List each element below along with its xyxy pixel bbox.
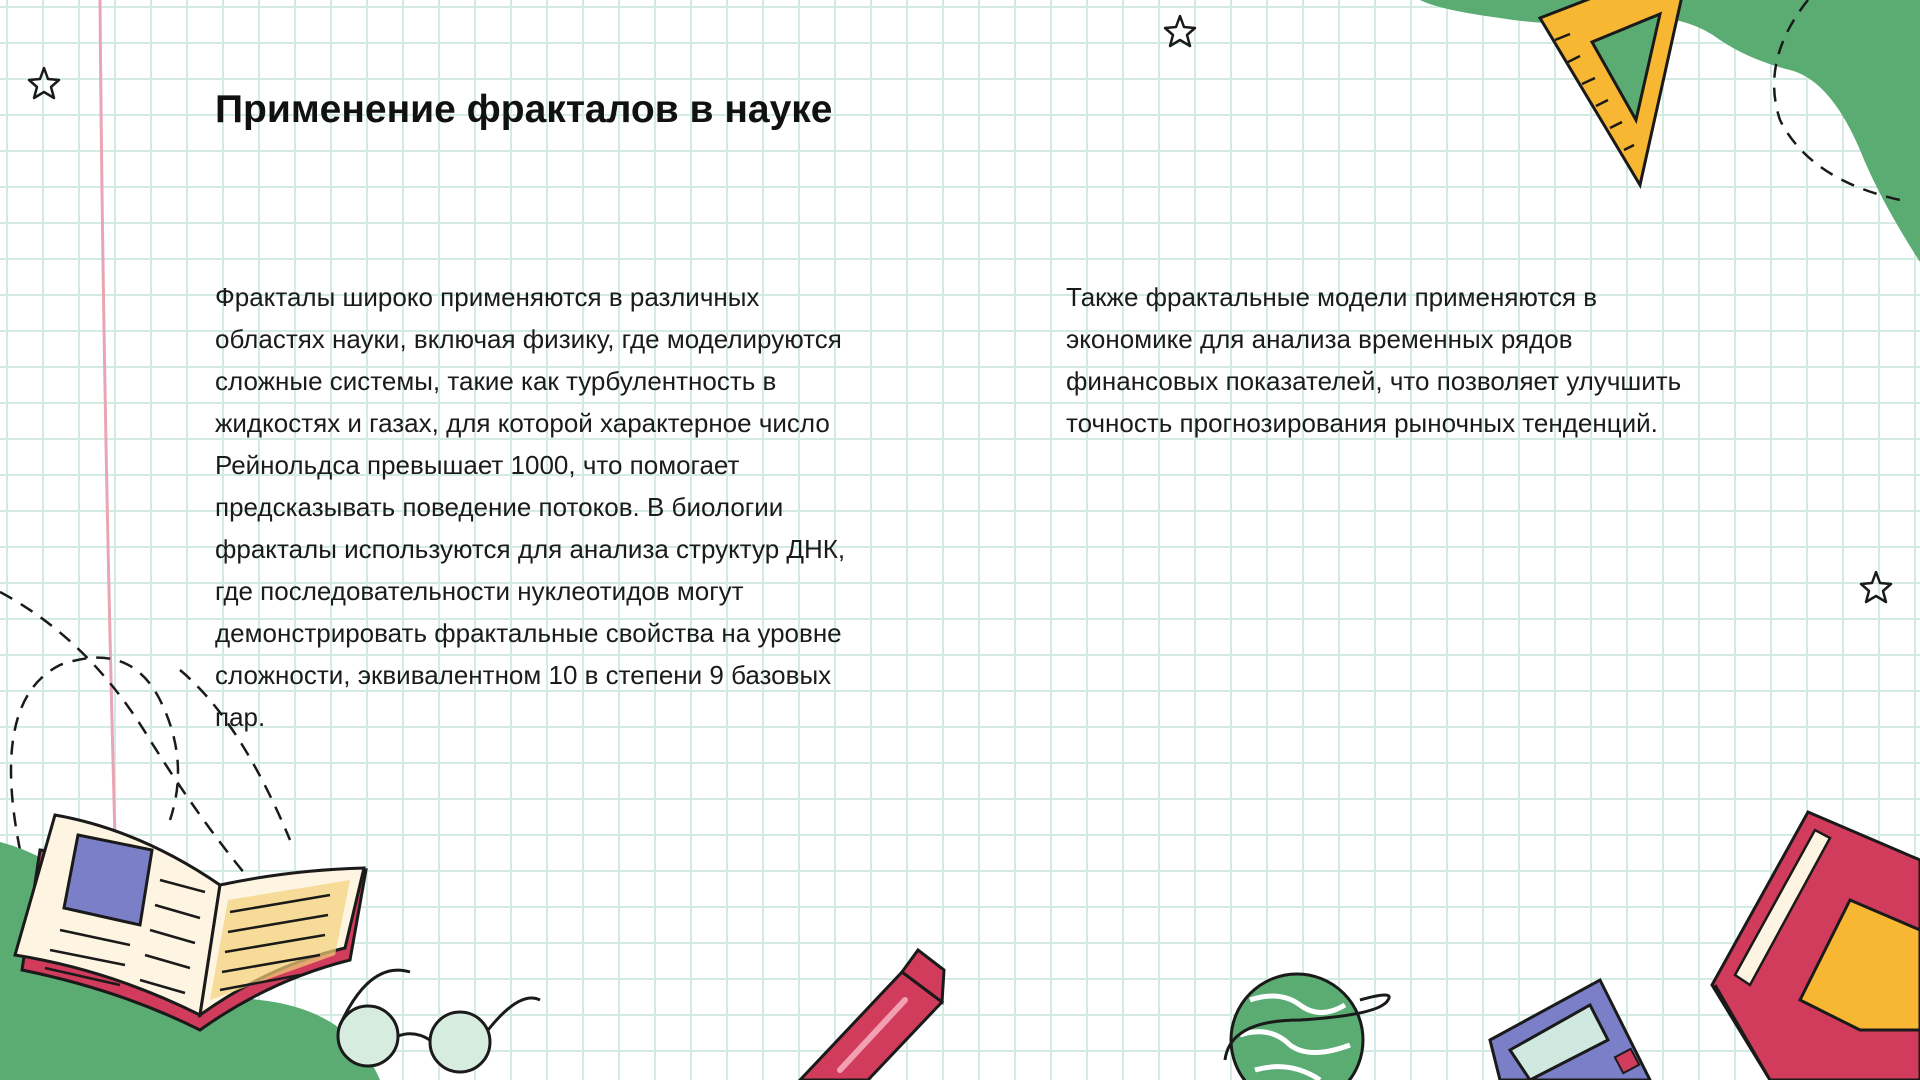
- body-text-right: Также фрактальные модели применяются в экономике для анализа временных рядов финансовых показателей, что позволяет улучшить точность прогнозирования рыночных тенденций.: [1066, 282, 1682, 438]
- star-icon: [1165, 16, 1195, 46]
- pencil-icon: [800, 950, 944, 1080]
- glasses-icon: [338, 970, 540, 1072]
- body-text-left: Фракталы широко применяются в различных областях науки, включая физику, где моделируются сложные системы, такие как турбулентность в жидкостях и газах, для которой характерное число Рейнольдса превышает 1000, что помогает предсказывать поведение потоков. В биологии фракталы используются для анализа структур ДНК, где последовательности нуклеотидов могут демонстрировать фрактальные свойства на уровне сложности, эквивалентном 10 в степени 9 базовых пар.: [215, 282, 846, 732]
- dashed-curve-left: [11, 658, 178, 850]
- triangle-ruler-icon: [1540, 0, 1690, 185]
- star-icon: [1861, 572, 1891, 602]
- slide-title: Применение фракталов в науке: [215, 88, 833, 131]
- closed-book-icon: [1712, 812, 1920, 1080]
- globe-icon: [1225, 974, 1389, 1080]
- calculator-icon: [1490, 980, 1650, 1080]
- star-icon: [29, 68, 59, 98]
